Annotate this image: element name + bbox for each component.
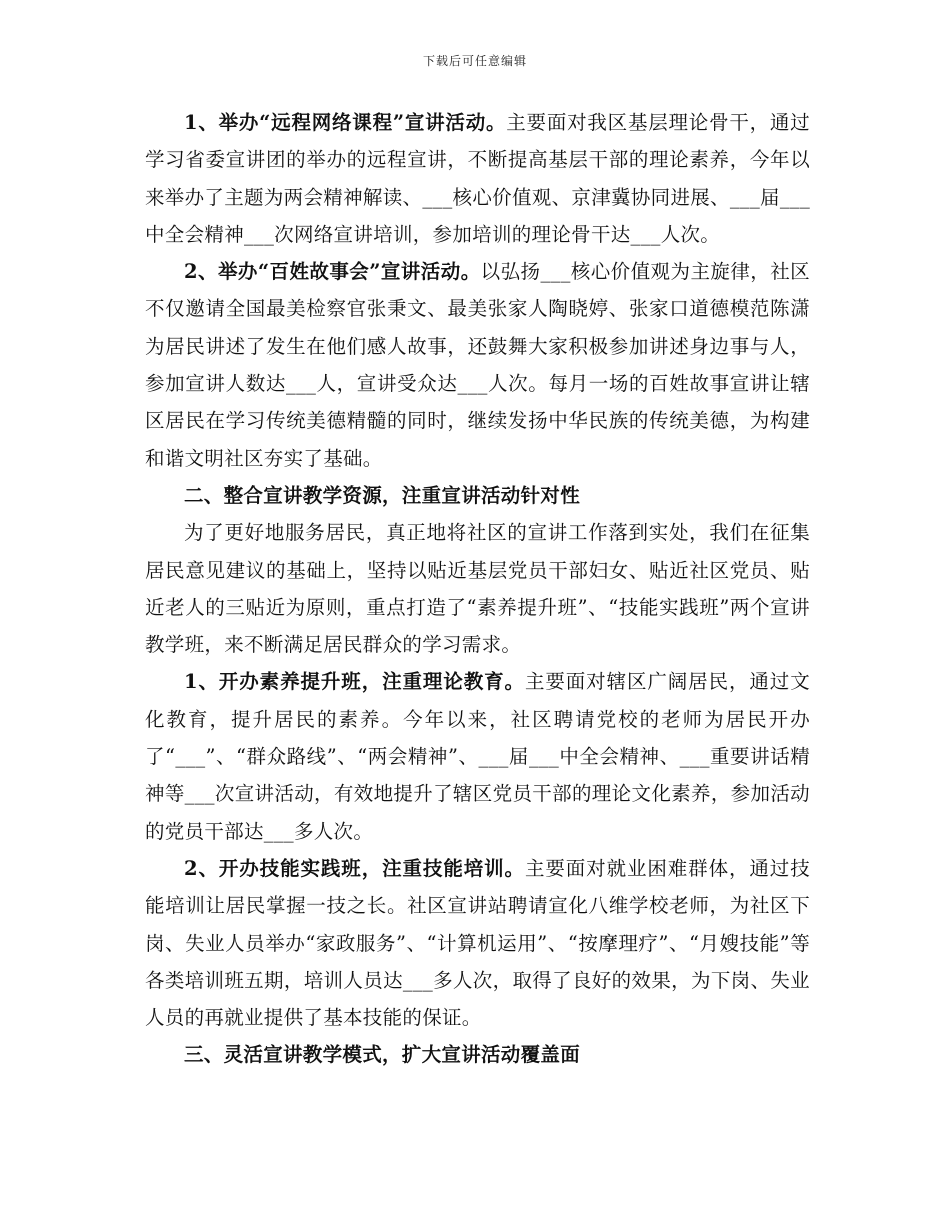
section-heading-two: 二、整合宣讲教学资源，注重宣讲活动针对性 <box>184 483 581 507</box>
paragraph-text: 以弘扬___核心价值观为主旋律，社区不仅邀请全国最美检察官张秉文、最美张家人陶晓婷、张家口道德模范陈潇为居民讲述了发生在他们感人故事，还鼓舞大家积极参加讲述身边事与人，参加宣讲人数达___人，宣讲受众达___人次。每月一场的百姓故事宣讲让辖区居民在学习传统美德精髓的同时，继续发扬中华民族的传统美德，为构建和谐文明社区夯实了基础。 <box>145 260 810 470</box>
paragraph-text: 主要面对我区基层理论骨干，通过学习省委宣讲团的举办的远程宣讲，不断提高基层干部的理论素养，今年以来举办了主题为两会精神解读、___核心价值观、京津冀协同进展、___届___中全会精神___次网络宣讲培训，参加培训的理论骨干达___人次。 <box>145 111 810 246</box>
paragraph-lead: 1、开办素养提升班，注重理论教育。 <box>184 670 525 694</box>
paragraph-section-two-intro <box>145 514 810 663</box>
paragraph-text: 主要面对辖区广阔居民，通过文化教育，提升居民的素养。今年以来，社区聘请党校的老师为居民开办了“___”、“群众路线”、“两会精神”、___届___中全会精神、___重要讲话精神等___次宣讲活动，有效地提升了辖区党员干部的理论文化素养，参加活动的党员干部达___多人次。 <box>145 670 811 843</box>
paragraph-lead: 2、举办“百姓故事会”宣讲活动。 <box>184 260 481 284</box>
paragraph-lead: 1、举办“远程网络课程”宣讲活动。 <box>184 111 507 134</box>
paragraph-remote-course <box>145 104 810 253</box>
paragraph-literacy-class <box>145 663 810 849</box>
document-body <box>145 104 810 1074</box>
paragraph-text: 为了更好地服务居民，真正地将社区的宣讲工作落到实处，我们在征集居民意见建议的基础上，坚持以贴近基层党员干部妇女、贴近社区党员、贴近老人的三贴近为原则，重点打造了“素养提升班”、“技能实践班”两个宣讲教学班，来不断满足居民群众的学习需求。 <box>145 521 810 657</box>
section-heading-three: 三、灵活宣讲教学模式，扩大宣讲活动覆盖面 <box>184 1043 581 1067</box>
paragraph-lead: 2、开办技能实践班，注重技能培训。 <box>184 856 525 880</box>
paragraph-skills-class <box>145 850 810 1036</box>
paragraph-story-meeting <box>145 253 810 477</box>
paragraph-text: 主要面对就业困难群体，通过技能培训让居民掌握一技之长。社区宣讲站聘请宣化八维学校老师，为社区下岗、失业人员举办“家政服务”、“计算机运用”、“按摩理疗”、“月嫂技能”等各类培训班五期，培训人员达___多人次，取得了良好的效果，为下岗、失业人员的再就业提供了基本技能的保证。 <box>145 856 811 1030</box>
page-header: 下载后可任意编辑 <box>422 54 527 68</box>
